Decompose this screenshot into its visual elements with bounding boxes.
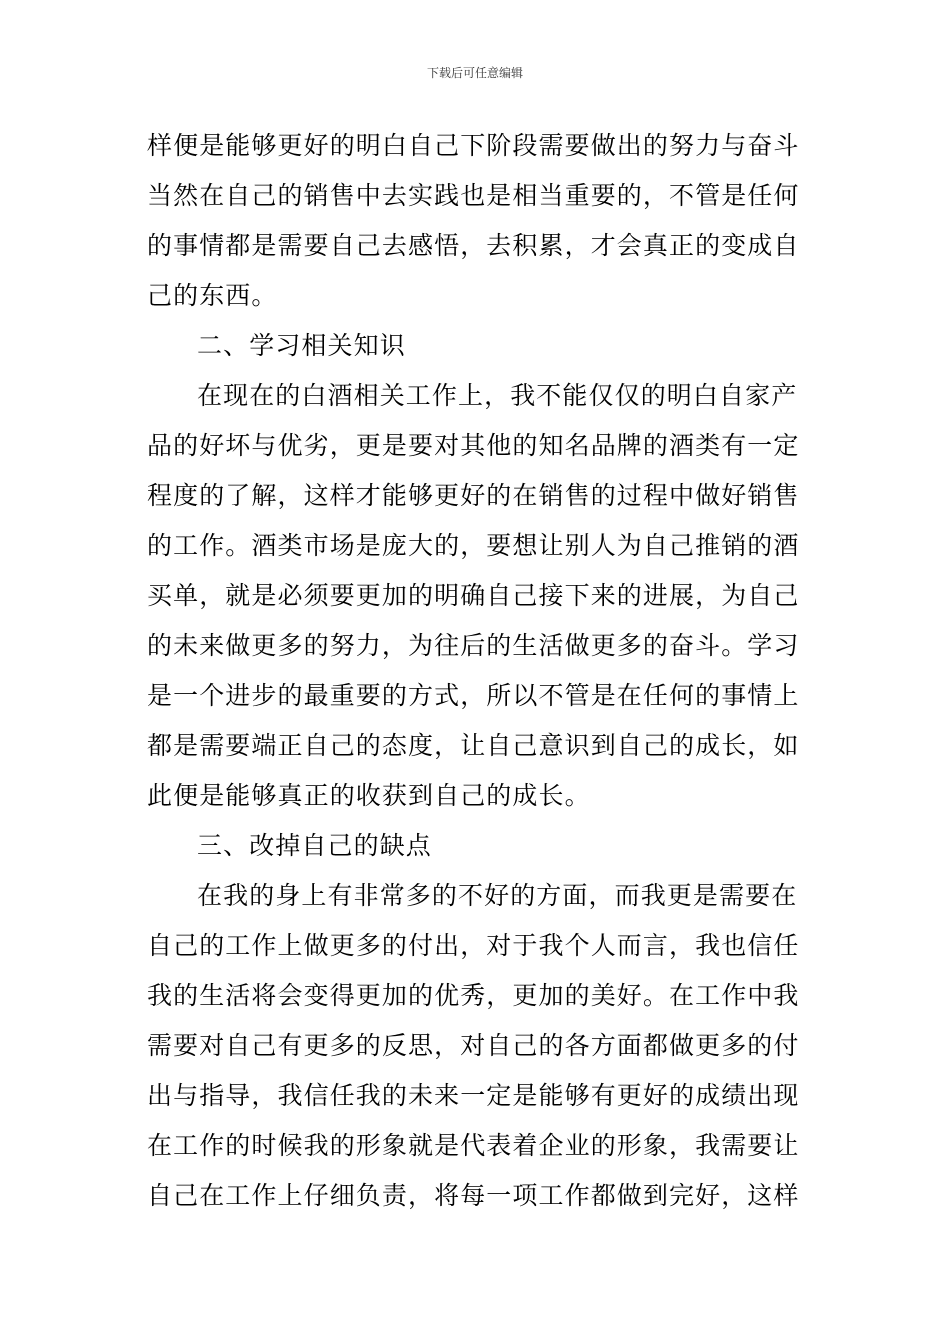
text-line: 在工作的时候我的形象就是代表着企业的形象，我需要让 — [147, 1131, 800, 1160]
text-line: 当然在自己的销售中去实践也是相当重要的，不管是任何 — [147, 181, 800, 210]
section-heading: 三、改掉自己的缺点 — [197, 831, 432, 860]
text-line: 样便是能够更好的明白自己下阶段需要做出的努力与奋斗 — [147, 131, 800, 160]
text-line: 在我的身上有非常多的不好的方面，而我更是需要在 — [197, 881, 798, 910]
text-line: 我的生活将会变得更加的优秀，更加的美好。在工作中我 — [147, 981, 800, 1010]
text-line: 的事情都是需要自己去感悟，去积累，才会真正的变成自 — [147, 231, 800, 260]
text-line: 品的好坏与优劣，更是要对其他的知名品牌的酒类有一定 — [147, 431, 800, 460]
text-line: 自己在工作上仔细负责，将每一项工作都做到完好，这样 — [147, 1181, 800, 1210]
section-heading: 二、学习相关知识 — [197, 331, 406, 360]
text-line: 出与指导，我信任我的未来一定是能够有更好的成绩出现 — [147, 1081, 800, 1110]
text-line: 都是需要端正自己的态度，让自己意识到自己的成长，如 — [147, 731, 800, 760]
text-line: 程度的了解，这样才能够更好的在销售的过程中做好销售 — [147, 481, 800, 510]
text-line: 的工作。酒类市场是庞大的，要想让别人为自己推销的酒 — [147, 531, 800, 560]
text-line: 需要对自己有更多的反思，对自己的各方面都做更多的付 — [147, 1031, 800, 1060]
text-line: 自己的工作上做更多的付出，对于我个人而言，我也信任 — [147, 931, 800, 960]
text-line: 的未来做更多的努力，为往后的生活做更多的奋斗。学习 — [147, 631, 800, 660]
text-line: 是一个进步的最重要的方式，所以不管是在任何的事情上 — [147, 681, 800, 710]
text-line: 此便是能够真正的收获到自己的成长。 — [147, 781, 591, 810]
page-header: 下载后可任意编辑 — [426, 66, 523, 80]
text-line: 己的东西。 — [147, 281, 278, 310]
text-line: 在现在的白酒相关工作上，我不能仅仅的明白自家产 — [197, 381, 798, 410]
text-line: 买单，就是必须要更加的明确自己接下来的进展，为自己 — [147, 581, 800, 610]
